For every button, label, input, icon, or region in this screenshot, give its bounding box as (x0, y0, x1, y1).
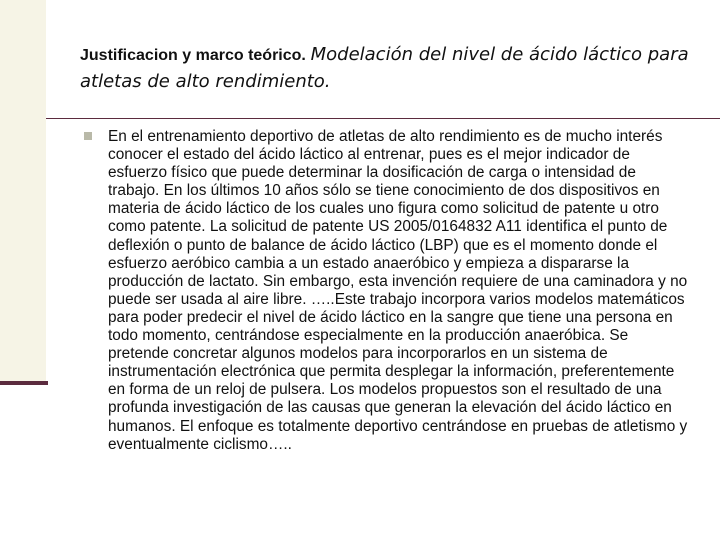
slide-body (84, 128, 689, 454)
slide-title (80, 42, 690, 95)
title-italic-part: Modelación del nivel de ácido láctico para atletas de alto rendimiento. (80, 44, 689, 92)
bullet-text: En el entrenamiento deportivo de atletas de alto rendimiento es de mucho interés conocer el estado del ácido láctico al entrenar, pues es el mejor indicador de esfuerzo físico que puede determinar la dosificación de carga o intensidad de trabajo. En los últimos 10 años sólo se tiene conocimiento de dos dispositivos en materia de ácido láctico de los cuales uno figura como solicitud de patente u otro como patente. La solicitud de patente US 2005/0164832 A11 identifica el punto de deflexión o punto de balance de ácido láctico (LBP) que es el momento donde el esfuerzo aeróbico cambia a un estado anaeróbico y empieza a dispararse la producción de lactato. Sin embargo, esta invención requiere de una caminadora y no puede ser usada al aire libre. …..Este trabajo incorpora varios modelos matemáticos para poder predecir el nivel de ácido láctico en la sangre que tiene una persona en todo momento, centrándose especialmente en la producción anaeróbica. Se pretende concretar algunos modelos para incorporarlos en un sistema de instrumentación electrónica que permita desplegar la información, preferentemente en forma de un reloj de pulsera. Los modelos propuestos son el resultado de una profunda investigación de las causas que generan la elevación del ácido láctico en humanos. El enfoque es totalmente deportivo centrándose en pruebas de atletismo y eventualmente ciclismo….. (108, 128, 688, 453)
title-divider (46, 118, 720, 119)
square-bullet-icon (84, 132, 92, 140)
left-decorative-panel (0, 0, 46, 381)
title-bold-part: Justificacion y marco teórico. (80, 47, 306, 64)
bullet-item (84, 128, 689, 454)
left-accent-bar (0, 381, 48, 385)
